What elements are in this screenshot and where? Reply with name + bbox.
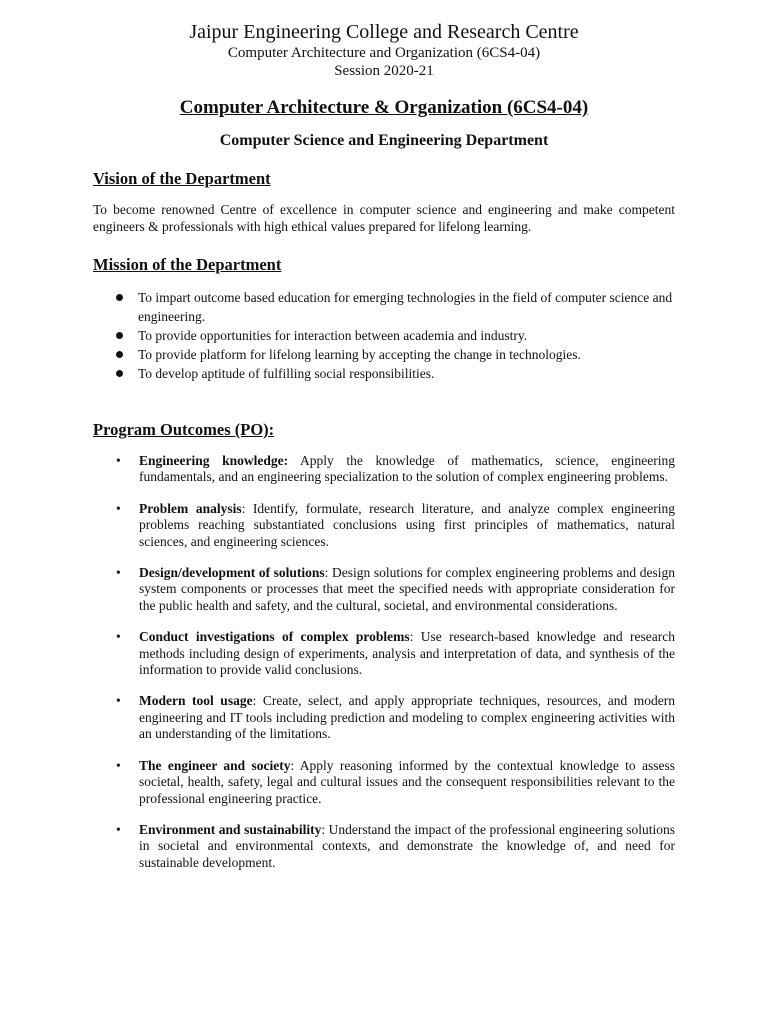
- po-item: [116, 758, 675, 807]
- po-text: : Use research-based knowledge and research methods including design of experiments, analysis and interpretation of data, and synthesis of the information to provide valid conclusions.: [139, 629, 675, 678]
- po-term: Modern tool usage: [139, 693, 253, 709]
- po-term: The engineer and society: [139, 757, 291, 773]
- mission-item: [116, 288, 675, 326]
- bullet-dot-icon: [116, 351, 123, 358]
- mission-item-text: To impart outcome based education for emerging technologies in the field of computer science and engineering.: [138, 290, 673, 324]
- bullet-icon: •: [116, 565, 121, 581]
- po-text: : Identify, formulate, research literature, and analyze complex engineering problems reaching substantiated conclusions using first principles of mathematics, natural sciences, and engineering sciences.: [139, 500, 676, 549]
- po-term: Design/development of solutions: [139, 565, 325, 581]
- mission-item: [116, 326, 675, 345]
- mission-heading: Mission of the Department: [93, 255, 282, 274]
- bullet-icon: •: [116, 821, 121, 837]
- po-term: Problem analysis: [139, 500, 242, 516]
- course-header: Computer Architecture and Organization (6CS4-04): [227, 45, 541, 61]
- mission-list: [93, 288, 675, 383]
- vision-text: To become renowned Centre of excellence in computer science and engineering and make competent engineers & professionals with high ethical values prepared for lifelong learning.: [93, 202, 675, 234]
- po-text: : Create, select, and apply appropriate techniques, resources, and modern engineering and IT tools including prediction and modeling to complex engineering activities with an understanding of the limitations.: [139, 693, 675, 742]
- bullet-icon: •: [116, 500, 121, 516]
- bullet-icon: •: [116, 629, 121, 645]
- po-term: Conduct investigations of complex problems: [139, 629, 410, 645]
- bullet-icon: •: [116, 453, 121, 468]
- mission-item: [116, 364, 675, 383]
- po-term: Engineering knowledge:: [139, 453, 289, 468]
- po-item: [116, 501, 675, 550]
- document-title: Computer Architecture & Organization (6CS4-04): [179, 97, 589, 118]
- po-item: [116, 629, 675, 678]
- bullet-dot-icon: [116, 370, 123, 377]
- po-text: : Understand the impact of the professional engineering solutions in societal and environmental contexts, and demonstrate the knowledge of, and need for sustainable development.: [139, 821, 675, 870]
- po-text: Apply the knowledge of mathematics, science, engineering fundamentals, and an engineering specialization to the solution of complex engineering problems.: [139, 453, 675, 485]
- bullet-icon: •: [116, 757, 121, 773]
- po-item: [116, 453, 675, 486]
- vision-heading: Vision of the Department: [93, 169, 271, 188]
- po-text: : Apply reasoning informed by the contextual knowledge to assess societal, health, safety, legal and cultural issues and the consequent responsibilities relevant to the professional engineering practice.: [139, 757, 675, 806]
- po-item: [116, 565, 675, 614]
- po-text: : Design solutions for complex engineering problems and design system components or processes that meet the specified needs with appropriate consideration for the public health and safety, and the cultural, societal, and environmental considerations.: [139, 565, 675, 613]
- mission-item-text: To provide platform for lifelong learning by accepting the change in technologies.: [138, 347, 581, 362]
- po-item: [116, 822, 675, 871]
- bullet-icon: •: [116, 693, 121, 709]
- bullet-dot-icon: [116, 332, 123, 339]
- po-item: [116, 693, 675, 742]
- bullet-dot-icon: [116, 294, 123, 301]
- college-name: Jaipur Engineering College and Research Centre: [189, 21, 579, 43]
- department-name: Computer Science and Engineering Department: [219, 132, 549, 149]
- program-outcomes-heading: Program Outcomes (PO):: [93, 420, 275, 439]
- mission-item-text: To develop aptitude of fulfilling social responsibilities.: [138, 366, 435, 381]
- po-term: Environment and sustainability: [139, 821, 322, 837]
- mission-item: [116, 345, 675, 364]
- program-outcomes-list: [93, 453, 675, 871]
- mission-item-text: To provide opportunities for interaction between academia and industry.: [138, 328, 528, 343]
- session-header: Session 2020-21: [334, 63, 434, 79]
